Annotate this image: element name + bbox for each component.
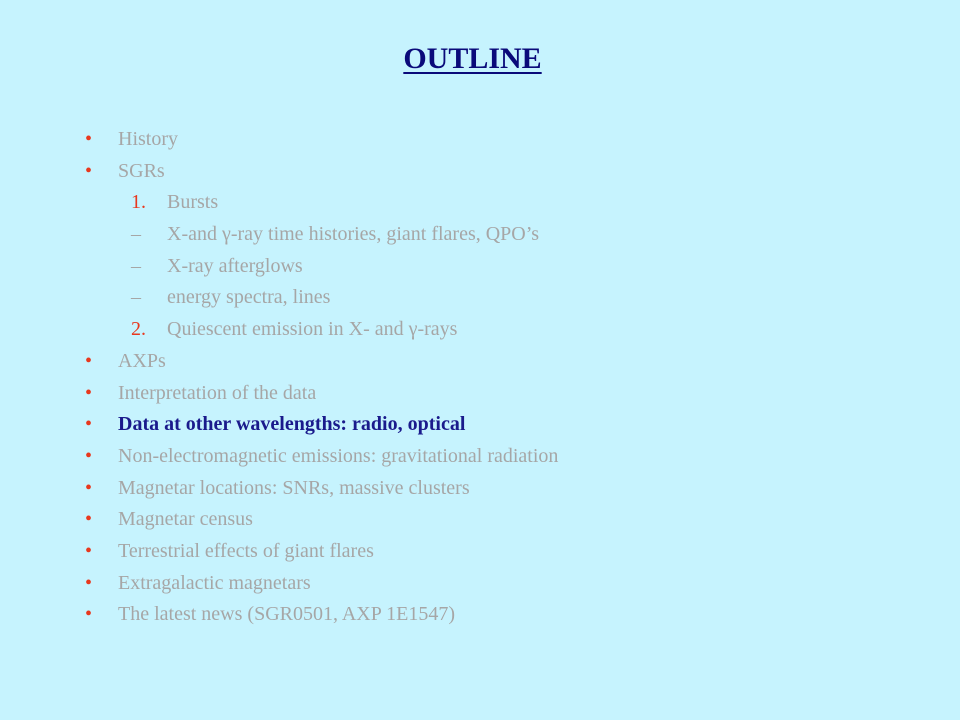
- outline-item: [0, 346, 940, 378]
- outline-item: [0, 536, 940, 568]
- outline-item-text: SGRs: [118, 159, 165, 182]
- outline-item: [0, 473, 940, 505]
- bullet-marker: •: [85, 539, 93, 562]
- outline-item: [0, 568, 940, 600]
- bullet-marker: •: [85, 444, 93, 467]
- outline-item-text: Magnetar census: [118, 508, 253, 531]
- dash-marker: –: [131, 254, 141, 277]
- bullet-marker: •: [85, 476, 93, 499]
- bullet-marker: •: [85, 381, 93, 404]
- outline-item: [0, 219, 940, 251]
- bullet-marker: •: [85, 508, 93, 531]
- outline-item-text: Bursts: [167, 191, 219, 214]
- outline-item-text: Quiescent emission in X- and γ-rays: [167, 318, 458, 341]
- outline-item: [0, 599, 940, 631]
- outline-item-text: X-and γ-ray time histories, giant flares, QPO’s: [167, 223, 540, 246]
- dash-marker: –: [131, 223, 141, 246]
- outline-item-text: energy spectra, lines: [167, 286, 331, 309]
- outline-item-text: The latest news (SGR0501, AXP 1E1547): [118, 603, 456, 626]
- outline-item: [0, 504, 940, 536]
- outline-item: [0, 282, 940, 314]
- bullet-marker: •: [85, 571, 93, 594]
- outline-item-text: Data at other wavelengths: radio, optical: [118, 413, 466, 436]
- outline-item-text: AXPs: [118, 349, 166, 372]
- number-marker: 2.: [131, 318, 146, 341]
- outline-item: [0, 314, 940, 346]
- outline-item-text: Non-electromagnetic emissions: gravitational radiation: [118, 444, 559, 467]
- outline-item: [0, 409, 940, 441]
- bullet-marker: •: [85, 128, 93, 150]
- dash-marker: –: [131, 286, 141, 309]
- outline-item-text: Terrestrial effects of giant flares: [118, 539, 374, 562]
- outline-item: [0, 441, 940, 473]
- outline-item: [0, 378, 940, 410]
- outline-item-text: Interpretation of the data: [118, 381, 317, 404]
- bullet-marker: •: [85, 349, 93, 372]
- outline-item-text: X-ray afterglows: [167, 254, 303, 277]
- outline-item: [0, 187, 940, 219]
- outline-item-text: History: [118, 128, 178, 150]
- outline-item: [0, 124, 940, 156]
- outline-item: [0, 251, 940, 283]
- slide-title: OUTLINE: [403, 42, 542, 75]
- outline-item-text: Extragalactic magnetars: [118, 571, 311, 594]
- number-marker: 1.: [131, 191, 146, 214]
- bullet-marker: •: [85, 159, 93, 182]
- outline-item-text: Magnetar locations: SNRs, massive clusters: [118, 476, 470, 499]
- outline-item: [0, 156, 940, 188]
- bullet-marker: •: [85, 603, 93, 626]
- outline-list: [0, 124, 940, 631]
- bullet-marker: •: [85, 413, 93, 436]
